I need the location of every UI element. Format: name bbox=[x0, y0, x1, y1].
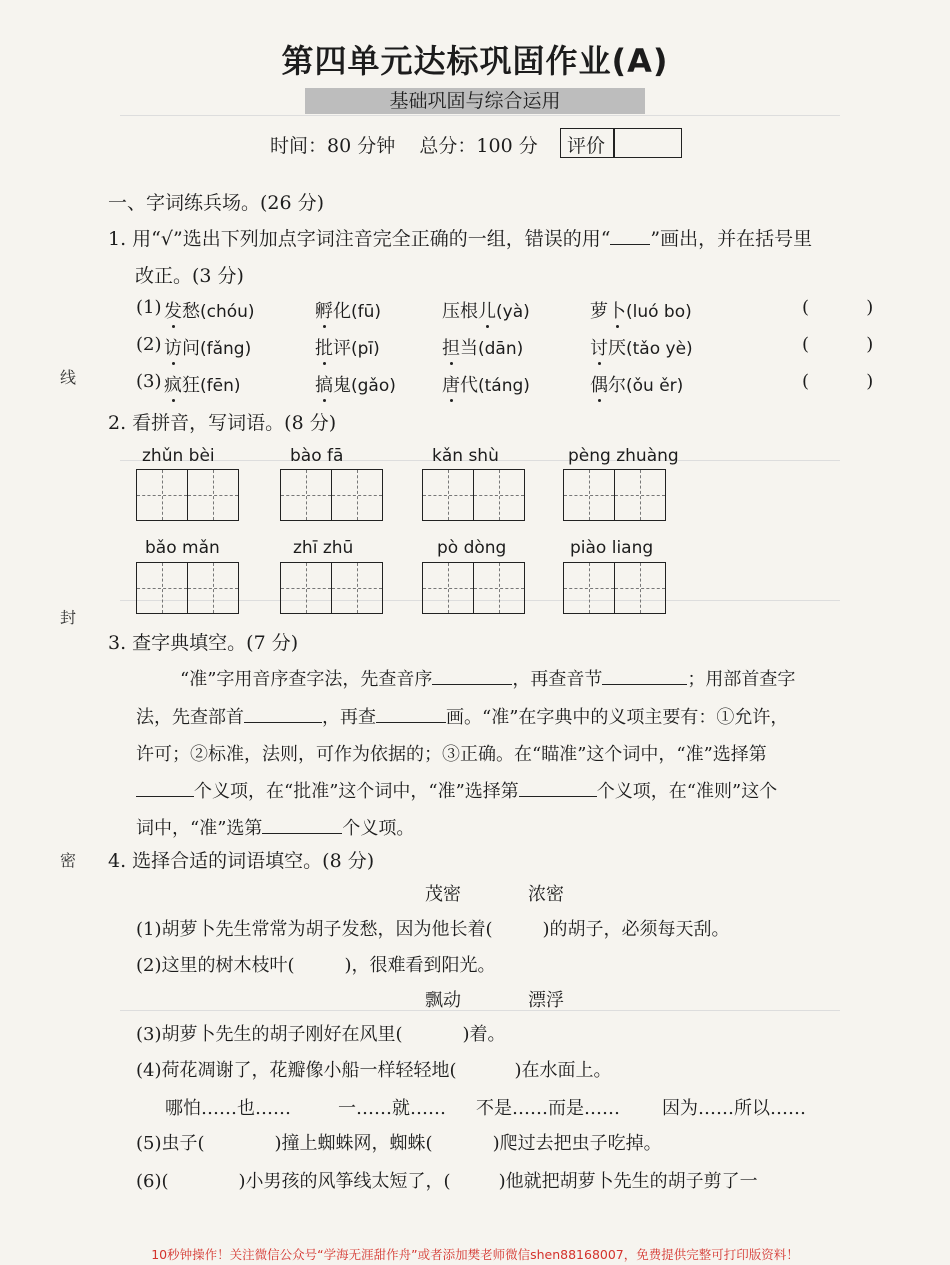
pinyin-option bbox=[315, 297, 381, 323]
word-text: 疯 bbox=[164, 375, 182, 396]
question-4-item-3 bbox=[136, 1020, 506, 1046]
writing-grid[interactable] bbox=[280, 469, 383, 521]
conjunction-choice: 因为……所以…… bbox=[662, 1098, 806, 1119]
pinyin-text: (táng) bbox=[478, 376, 530, 396]
promo-footer: 10秒钟操作！关注微信公众号“学海无涯甜作舟”或者添加樊老师微信shen88168007，免费提供完整可打印版资料！ bbox=[151, 1247, 799, 1262]
answer-paren[interactable] bbox=[205, 1131, 275, 1149]
answer-blank[interactable] bbox=[136, 778, 194, 797]
word-text: 儿 bbox=[478, 301, 496, 322]
pinyin-option bbox=[590, 297, 692, 323]
bleed-through-line bbox=[120, 1010, 840, 1012]
answer-paren[interactable] bbox=[457, 1058, 515, 1076]
writing-grid[interactable] bbox=[422, 469, 525, 521]
word-text: 问 bbox=[182, 338, 200, 359]
answer-paren[interactable] bbox=[169, 1169, 239, 1187]
pinyin-text: (yà) bbox=[496, 302, 530, 322]
total-score: 总分：100 分 bbox=[419, 135, 538, 157]
word-text: 狂 bbox=[182, 375, 200, 396]
text: (2)这里的树木枝叶( bbox=[136, 955, 295, 976]
text: )撞上蜘蛛网，蜘蛛( bbox=[274, 1133, 433, 1154]
question-3-line2 bbox=[136, 703, 788, 729]
pinyin-option bbox=[442, 371, 530, 397]
answer-paren[interactable]: ( ) bbox=[802, 371, 874, 392]
row-label: (2) bbox=[136, 334, 162, 355]
text: (1)胡萝卜先生常常为胡子发愁，因为他长着( bbox=[136, 919, 493, 940]
pinyin-text: (gǎo) bbox=[351, 376, 396, 396]
word-text: 偶 bbox=[590, 375, 608, 396]
pinyin-option bbox=[315, 334, 380, 360]
pinyin-option bbox=[590, 334, 693, 360]
text: 画。“准”在字典中的义项主要有：①允许， bbox=[446, 707, 789, 728]
writing-grid[interactable] bbox=[563, 562, 666, 614]
bleed-through-line bbox=[120, 115, 840, 117]
word-choice: 茂密 bbox=[425, 884, 461, 905]
answer-paren[interactable]: ( ) bbox=[802, 334, 874, 355]
text: (6)( bbox=[136, 1171, 169, 1192]
word-text: 鬼 bbox=[333, 375, 351, 396]
text: ；用部首查字 bbox=[687, 669, 796, 690]
word-text: 讨 bbox=[590, 338, 608, 359]
pinyin-option bbox=[590, 371, 683, 397]
text: )爬过去把虫子吃掉。 bbox=[492, 1133, 662, 1154]
question-3-heading: 3. 查字典填空。(7 分) bbox=[108, 632, 299, 654]
pinyin-option bbox=[442, 297, 530, 323]
text: ，再查音节 bbox=[512, 669, 603, 690]
wavy-line-sample bbox=[610, 225, 650, 245]
pinyin-text: (dān) bbox=[478, 339, 524, 359]
word-text: 厌 bbox=[608, 338, 626, 359]
pinyin-text: (pī) bbox=[351, 339, 380, 359]
section-banner: 基础巩固与综合运用 bbox=[305, 88, 645, 114]
writing-grid[interactable] bbox=[136, 469, 239, 521]
conjunction-choice: 一……就…… bbox=[338, 1098, 446, 1119]
text: )的胡子，必须每天刮。 bbox=[542, 919, 730, 940]
word-choice: 飘动 bbox=[425, 990, 461, 1011]
pinyin-label: kǎn shù bbox=[432, 446, 499, 466]
pinyin-option bbox=[164, 297, 255, 323]
writing-grid[interactable] bbox=[563, 469, 666, 521]
pinyin-option bbox=[164, 334, 251, 360]
pinyin-label: piào liang bbox=[570, 538, 654, 558]
text: )在水面上。 bbox=[514, 1060, 612, 1081]
text: 个义项。 bbox=[342, 818, 415, 839]
answer-blank[interactable] bbox=[432, 666, 512, 685]
pinyin-option bbox=[315, 371, 396, 397]
word-text: 当 bbox=[460, 338, 478, 359]
answer-paren[interactable] bbox=[451, 1169, 499, 1187]
answer-paren[interactable] bbox=[295, 953, 345, 971]
word-text: 孵 bbox=[315, 301, 333, 322]
answer-blank[interactable] bbox=[376, 704, 446, 723]
question-2-heading: 2. 看拼音，写词语。(8 分) bbox=[108, 412, 337, 434]
word-text: 卜 bbox=[608, 301, 626, 322]
section-1-heading: 一、字词练兵场。(26 分) bbox=[108, 192, 325, 214]
text: (5)虫子( bbox=[136, 1133, 205, 1154]
text: )，很难看到阳光。 bbox=[344, 955, 496, 976]
pinyin-label: pò dòng bbox=[437, 538, 507, 558]
page-title: 第四单元达标巩固作业(A) bbox=[281, 42, 669, 80]
exam-info bbox=[270, 131, 538, 158]
answer-blank[interactable] bbox=[262, 815, 342, 834]
question-3-line5 bbox=[136, 814, 414, 840]
evaluation-box[interactable] bbox=[560, 128, 682, 158]
pinyin-label: zhī zhū bbox=[293, 538, 354, 558]
question-3-line3: 许可；②标准，法则，可作为依据的；③正确。在“瞄准”这个词中，“准”选择第 bbox=[136, 744, 767, 765]
word-text: 压根 bbox=[442, 301, 478, 322]
question-4-item-4 bbox=[136, 1056, 612, 1082]
question-4-heading: 4. 选择合适的词语填空。(8 分) bbox=[108, 850, 375, 872]
text: (3)胡萝卜先生的胡子刚好在风里( bbox=[136, 1024, 403, 1045]
pinyin-text: (chóu) bbox=[200, 302, 255, 322]
word-text: 尔 bbox=[608, 375, 626, 396]
text: 个义项，在“批准”这个词中，“准”选择第 bbox=[194, 781, 519, 802]
word-choice: 漂浮 bbox=[528, 990, 564, 1011]
word-text: 评 bbox=[333, 338, 351, 359]
pinyin-label: bǎo mǎn bbox=[145, 538, 220, 558]
text: ，再查 bbox=[322, 707, 376, 728]
word-text: 发 bbox=[164, 301, 182, 322]
word-text: 搞 bbox=[315, 375, 333, 396]
row-label: (3) bbox=[136, 371, 162, 392]
word-text: 批 bbox=[315, 338, 333, 359]
answer-blank[interactable] bbox=[244, 704, 322, 723]
pinyin-option bbox=[442, 334, 523, 360]
word-text: 访 bbox=[164, 338, 182, 359]
word-text: 化 bbox=[333, 301, 351, 322]
question-3-line1 bbox=[180, 665, 795, 691]
question-1-text: 1. 用“√”选出下列加点字词注音完全正确的一组，错误的用“ bbox=[108, 228, 611, 250]
text: 个义项，在“准则”这个 bbox=[596, 781, 778, 802]
pinyin-label: bào fā bbox=[290, 446, 344, 466]
margin-mark-xian: 线 bbox=[60, 368, 77, 387]
answer-paren[interactable] bbox=[433, 1131, 493, 1149]
pinyin-label: zhǔn bèi bbox=[142, 446, 215, 466]
conjunction-choice: 不是……而是…… bbox=[476, 1098, 620, 1119]
writing-grid[interactable] bbox=[136, 562, 239, 614]
text: 法，先查部首 bbox=[136, 707, 244, 728]
word-text: 萝 bbox=[590, 301, 608, 322]
question-1-line1 bbox=[108, 224, 812, 251]
pinyin-text: (fǎng) bbox=[200, 339, 252, 359]
pinyin-text: (tǎo yè) bbox=[626, 339, 693, 359]
text: (4)荷花凋谢了，花瓣像小船一样轻轻地( bbox=[136, 1060, 457, 1081]
word-text: 唐 bbox=[442, 375, 460, 396]
time-limit: 时间：80 分钟 bbox=[270, 135, 396, 157]
pinyin-text: (ǒu ěr) bbox=[626, 376, 684, 396]
text: )小男孩的风筝线太短了，( bbox=[238, 1171, 451, 1192]
word-text: 担 bbox=[442, 338, 460, 359]
text: 词中，“准”选第 bbox=[136, 818, 263, 839]
word-choice: 浓密 bbox=[528, 884, 564, 905]
word-text: 代 bbox=[460, 375, 478, 396]
question-4-item-5 bbox=[136, 1129, 662, 1155]
row-label: (1) bbox=[136, 297, 162, 318]
question-3-line4 bbox=[136, 777, 777, 803]
evaluation-label: 评价 bbox=[567, 135, 606, 157]
answer-paren[interactable]: ( ) bbox=[802, 297, 874, 318]
pinyin-text: (fēn) bbox=[200, 376, 241, 396]
pinyin-label: pèng zhuàng bbox=[568, 446, 679, 466]
question-4-item-2 bbox=[136, 951, 496, 977]
writing-grid[interactable] bbox=[280, 562, 383, 614]
writing-grid[interactable] bbox=[422, 562, 525, 614]
question-4-item-6 bbox=[136, 1167, 758, 1193]
answer-blank[interactable] bbox=[602, 666, 687, 685]
pinyin-option bbox=[164, 371, 240, 397]
answer-paren[interactable] bbox=[493, 917, 543, 935]
word-text: 愁 bbox=[182, 301, 200, 322]
text: “准”字用音序查字法，先查音序 bbox=[180, 669, 433, 690]
pinyin-text: (fū) bbox=[351, 302, 382, 322]
margin-mark-feng: 封 bbox=[60, 608, 77, 627]
question-1-line2: 改正。(3 分) bbox=[135, 265, 244, 287]
text: )着。 bbox=[462, 1024, 506, 1045]
pinyin-text: (luó bo) bbox=[626, 302, 692, 322]
text: )他就把胡萝卜先生的胡子剪了一 bbox=[498, 1171, 758, 1192]
question-4-item-1 bbox=[136, 915, 730, 941]
conjunction-choice: 哪怕……也…… bbox=[165, 1098, 291, 1119]
question-1-text-end: ”画出，并在括号里 bbox=[650, 228, 813, 250]
answer-paren[interactable] bbox=[403, 1022, 463, 1040]
margin-mark-mi: 密 bbox=[60, 851, 77, 870]
answer-blank[interactable] bbox=[519, 778, 597, 797]
